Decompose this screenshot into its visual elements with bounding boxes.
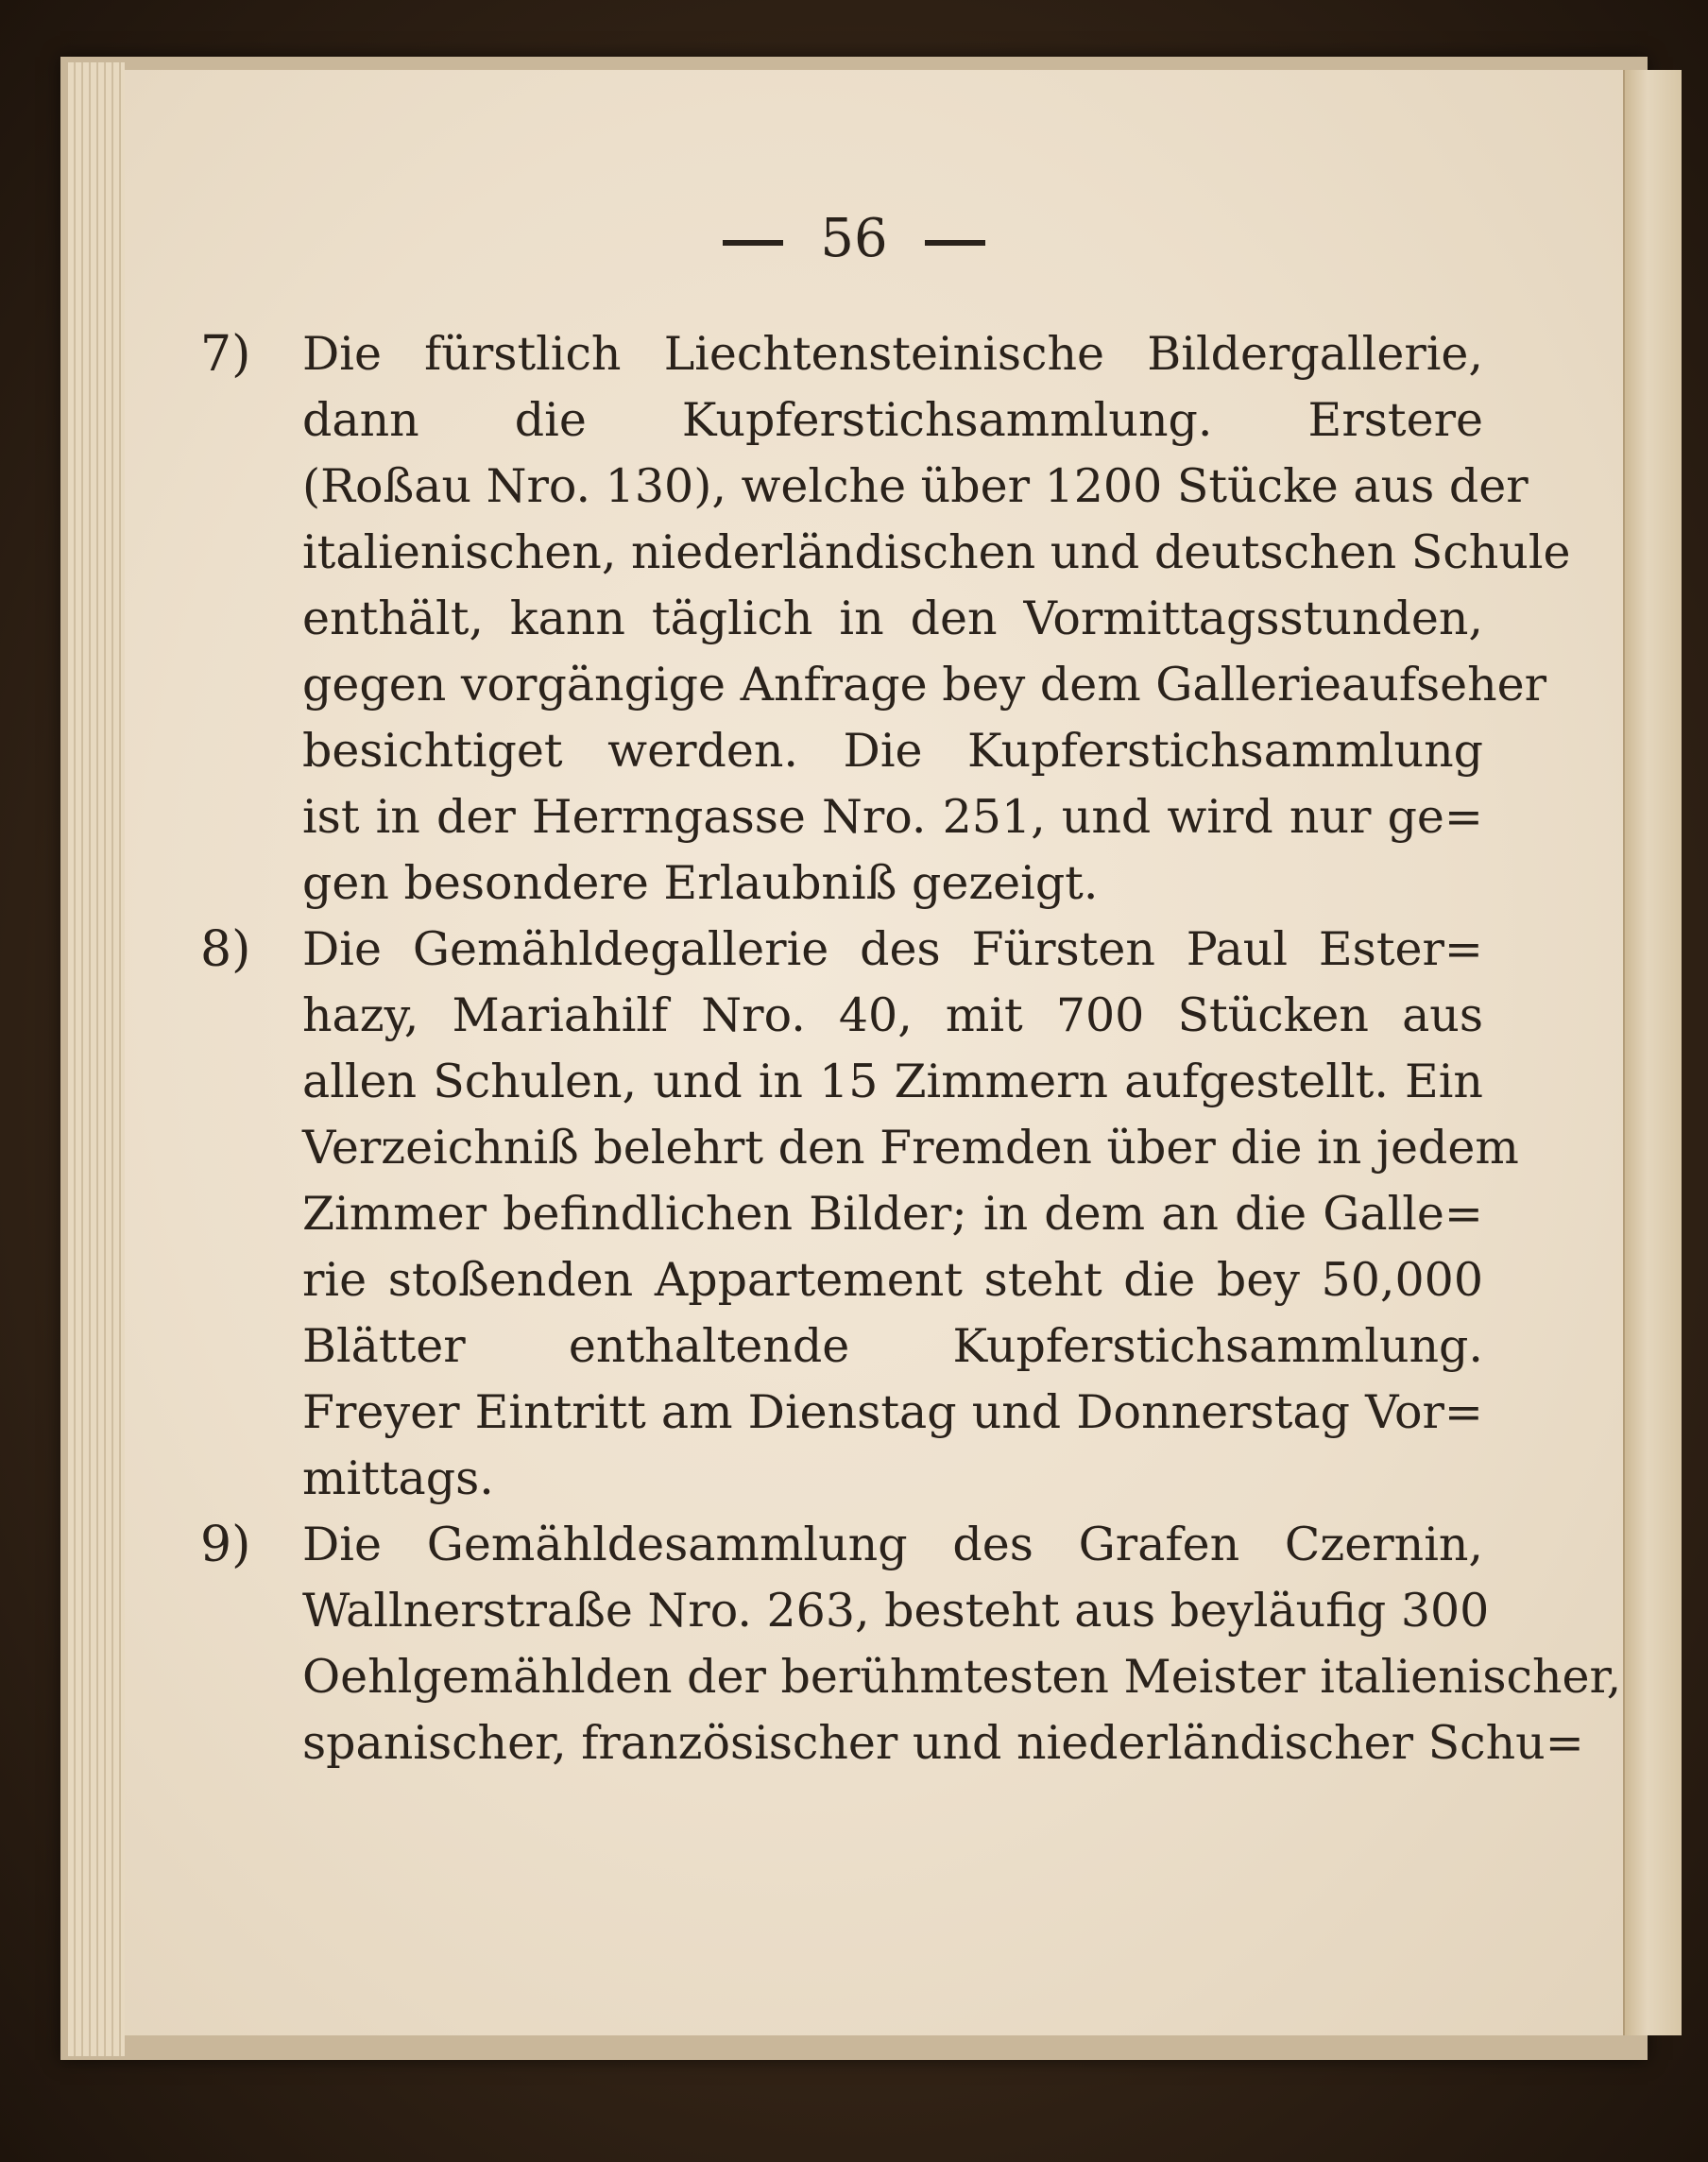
text-line: Freyer Eintritt am Dienstag und Donnerstag Vor= xyxy=(302,1385,1483,1439)
facing-page-edge xyxy=(1623,70,1682,2035)
entry-number: 8) xyxy=(200,921,251,978)
text-line: Die fürstlich Liechtensteinische Bildergallerie, xyxy=(302,327,1483,381)
entry-9 xyxy=(200,1512,1622,1776)
text-line: spanischer, französischer und niederländischer Schu= xyxy=(302,1716,1584,1770)
entry-7 xyxy=(200,321,1571,917)
text-line: enthält, kann täglich in den Vormittagsstunden, xyxy=(302,592,1483,645)
text-line: (Roßau Nro. 130), welche über 1200 Stücke aus der xyxy=(302,459,1529,513)
page-header xyxy=(0,208,1708,293)
text-line: Blätter enthaltende Kupferstichsammlung. xyxy=(302,1319,1483,1373)
page-number: 56 xyxy=(820,208,888,269)
text-line: italienischen, niederländischen und deutschen Schule xyxy=(302,525,1571,579)
entry-number: 9) xyxy=(200,1517,251,1573)
entry-8 xyxy=(200,917,1519,1512)
header-dash-left xyxy=(723,240,783,246)
text-line: dann die Kupferstichsammlung. Erstere xyxy=(302,393,1483,447)
text-line: Verzeichniß belehrt den Fremden über die in jedem xyxy=(302,1121,1519,1175)
text-line: allen Schulen, und in 15 Zimmern aufgestellt. Ein xyxy=(302,1055,1483,1108)
text-line: Die Gemähldesammlung des Grafen Czernin, xyxy=(302,1518,1483,1571)
text-line: gen besondere Erlaubniß gezeigt. xyxy=(302,856,1099,910)
text-line: ist in der Herrngasse Nro. 251, und wird nur ge= xyxy=(302,790,1483,844)
text-line: Die Gemähldegallerie des Fürsten Paul Ester= xyxy=(302,922,1483,976)
text-line: Wallnerstraße Nro. 263, besteht aus beyläufig 300 xyxy=(302,1584,1490,1638)
text-line: Oehlgemählden der berühmtesten Meister italienischer, xyxy=(302,1650,1622,1704)
page-body xyxy=(200,321,1622,1776)
text-line: mittags. xyxy=(302,1451,494,1505)
text-line: gegen vorgängige Anfrage bey dem Gallerieaufseher xyxy=(302,658,1547,712)
entry-number: 7) xyxy=(200,326,251,383)
text-line: besichtiget werden. Die Kupferstichsammlung xyxy=(302,724,1483,778)
text-line: rie stoßenden Appartement steht die bey 50,000 xyxy=(302,1253,1483,1307)
header-dash-right xyxy=(925,240,985,246)
page-stack-edge xyxy=(68,62,125,2056)
text-line: hazy, Mariahilf Nro. 40, mit 700 Stücken aus xyxy=(302,988,1483,1042)
text-line: Zimmer befindlichen Bilder; in dem an die Galle= xyxy=(302,1187,1483,1241)
